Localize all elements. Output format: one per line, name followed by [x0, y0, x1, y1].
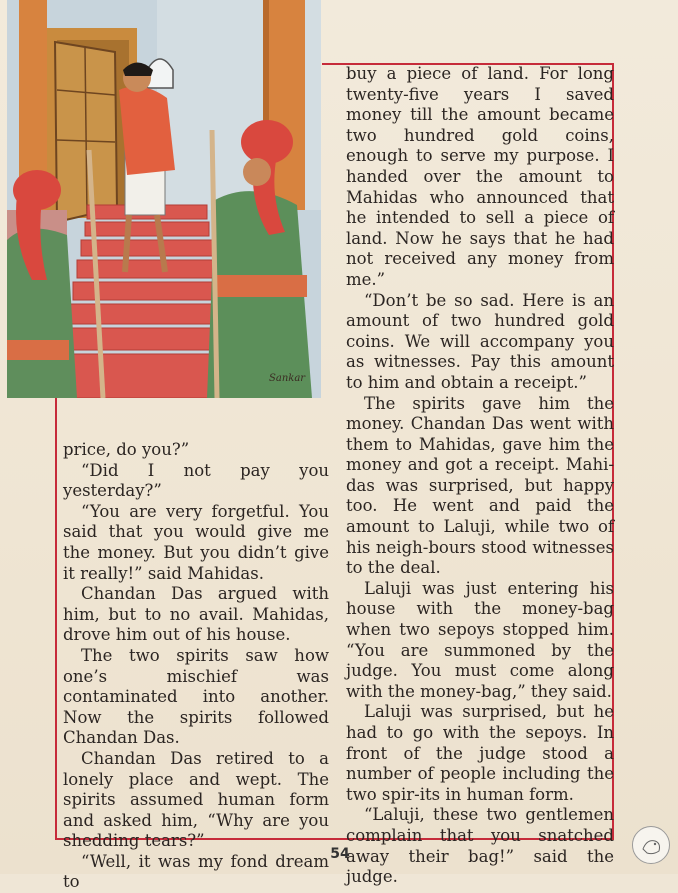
left-text-column	[63, 440, 329, 893]
paragraph: “Laluji, these two gentlemen complain that you snatched away their bag!” said the judge.	[346, 805, 614, 887]
library-stamp-icon	[632, 826, 670, 864]
paragraph: Laluji was surprised, but he had to go with the sepoys. In front of the judge stood a number of people including the two spir-its in human form.	[346, 702, 614, 804]
paragraph: price, do you?”	[63, 440, 190, 459]
paragraph: “Well, it was my fond dream to	[63, 851, 329, 892]
paragraph: “You are very forgetful. You said that you would give me the money. But you didn’t give it really!” said Mahidas.	[63, 501, 329, 583]
paragraph: Chandan Das retired to a lonely place and wept. The spirits assumed human form and asked him, “Why are you shedding tears?”	[63, 748, 329, 851]
paragraph: “Did I not pay you yesterday?”	[63, 460, 329, 501]
illustration-scene	[7, 0, 321, 398]
illustrator-signature: Sankar	[269, 373, 306, 384]
frame-line-left	[55, 398, 57, 840]
paragraph: buy a piece of land. For long twenty-five years I saved money till the amount became two hundred gold coins, enough to serve my purpose. I handed over the amount to Mahidas who announced that he intended to sell a piece of land. Now he says that he had not received any money from me.”	[346, 64, 614, 289]
paragraph: Laluji was just entering his house with the money-bag when two sepoys stopped him. “You are summoned by the judge. You must come along with the money-bag,” they said.	[346, 578, 614, 701]
paragraph: Chandan Das argued with him, but to no avail. Mahidas, drove him out of his house.	[63, 584, 329, 645]
story-illustration	[7, 0, 321, 398]
paragraph: The two spirits saw how one’s mischief was contaminated into another. Now the spirits followed Chandan Das.	[63, 645, 329, 748]
page-number: 54	[330, 846, 350, 862]
paragraph: “Don’t be so sad. Here is an amount of two hundred gold coins. We will accompany you as witnesses. Pay this amount to him and obtain a receipt.”	[346, 290, 614, 392]
paragraph: The spirits gave him the money. Chandan Das went with them to Mahidas, gave him the money and got a receipt. Mahi-das was surprised, but happy too. He went and paid the amount to Laluji, while two of his neigh-bours stood witnesses to the deal.	[346, 393, 614, 578]
right-text-column	[346, 64, 614, 888]
